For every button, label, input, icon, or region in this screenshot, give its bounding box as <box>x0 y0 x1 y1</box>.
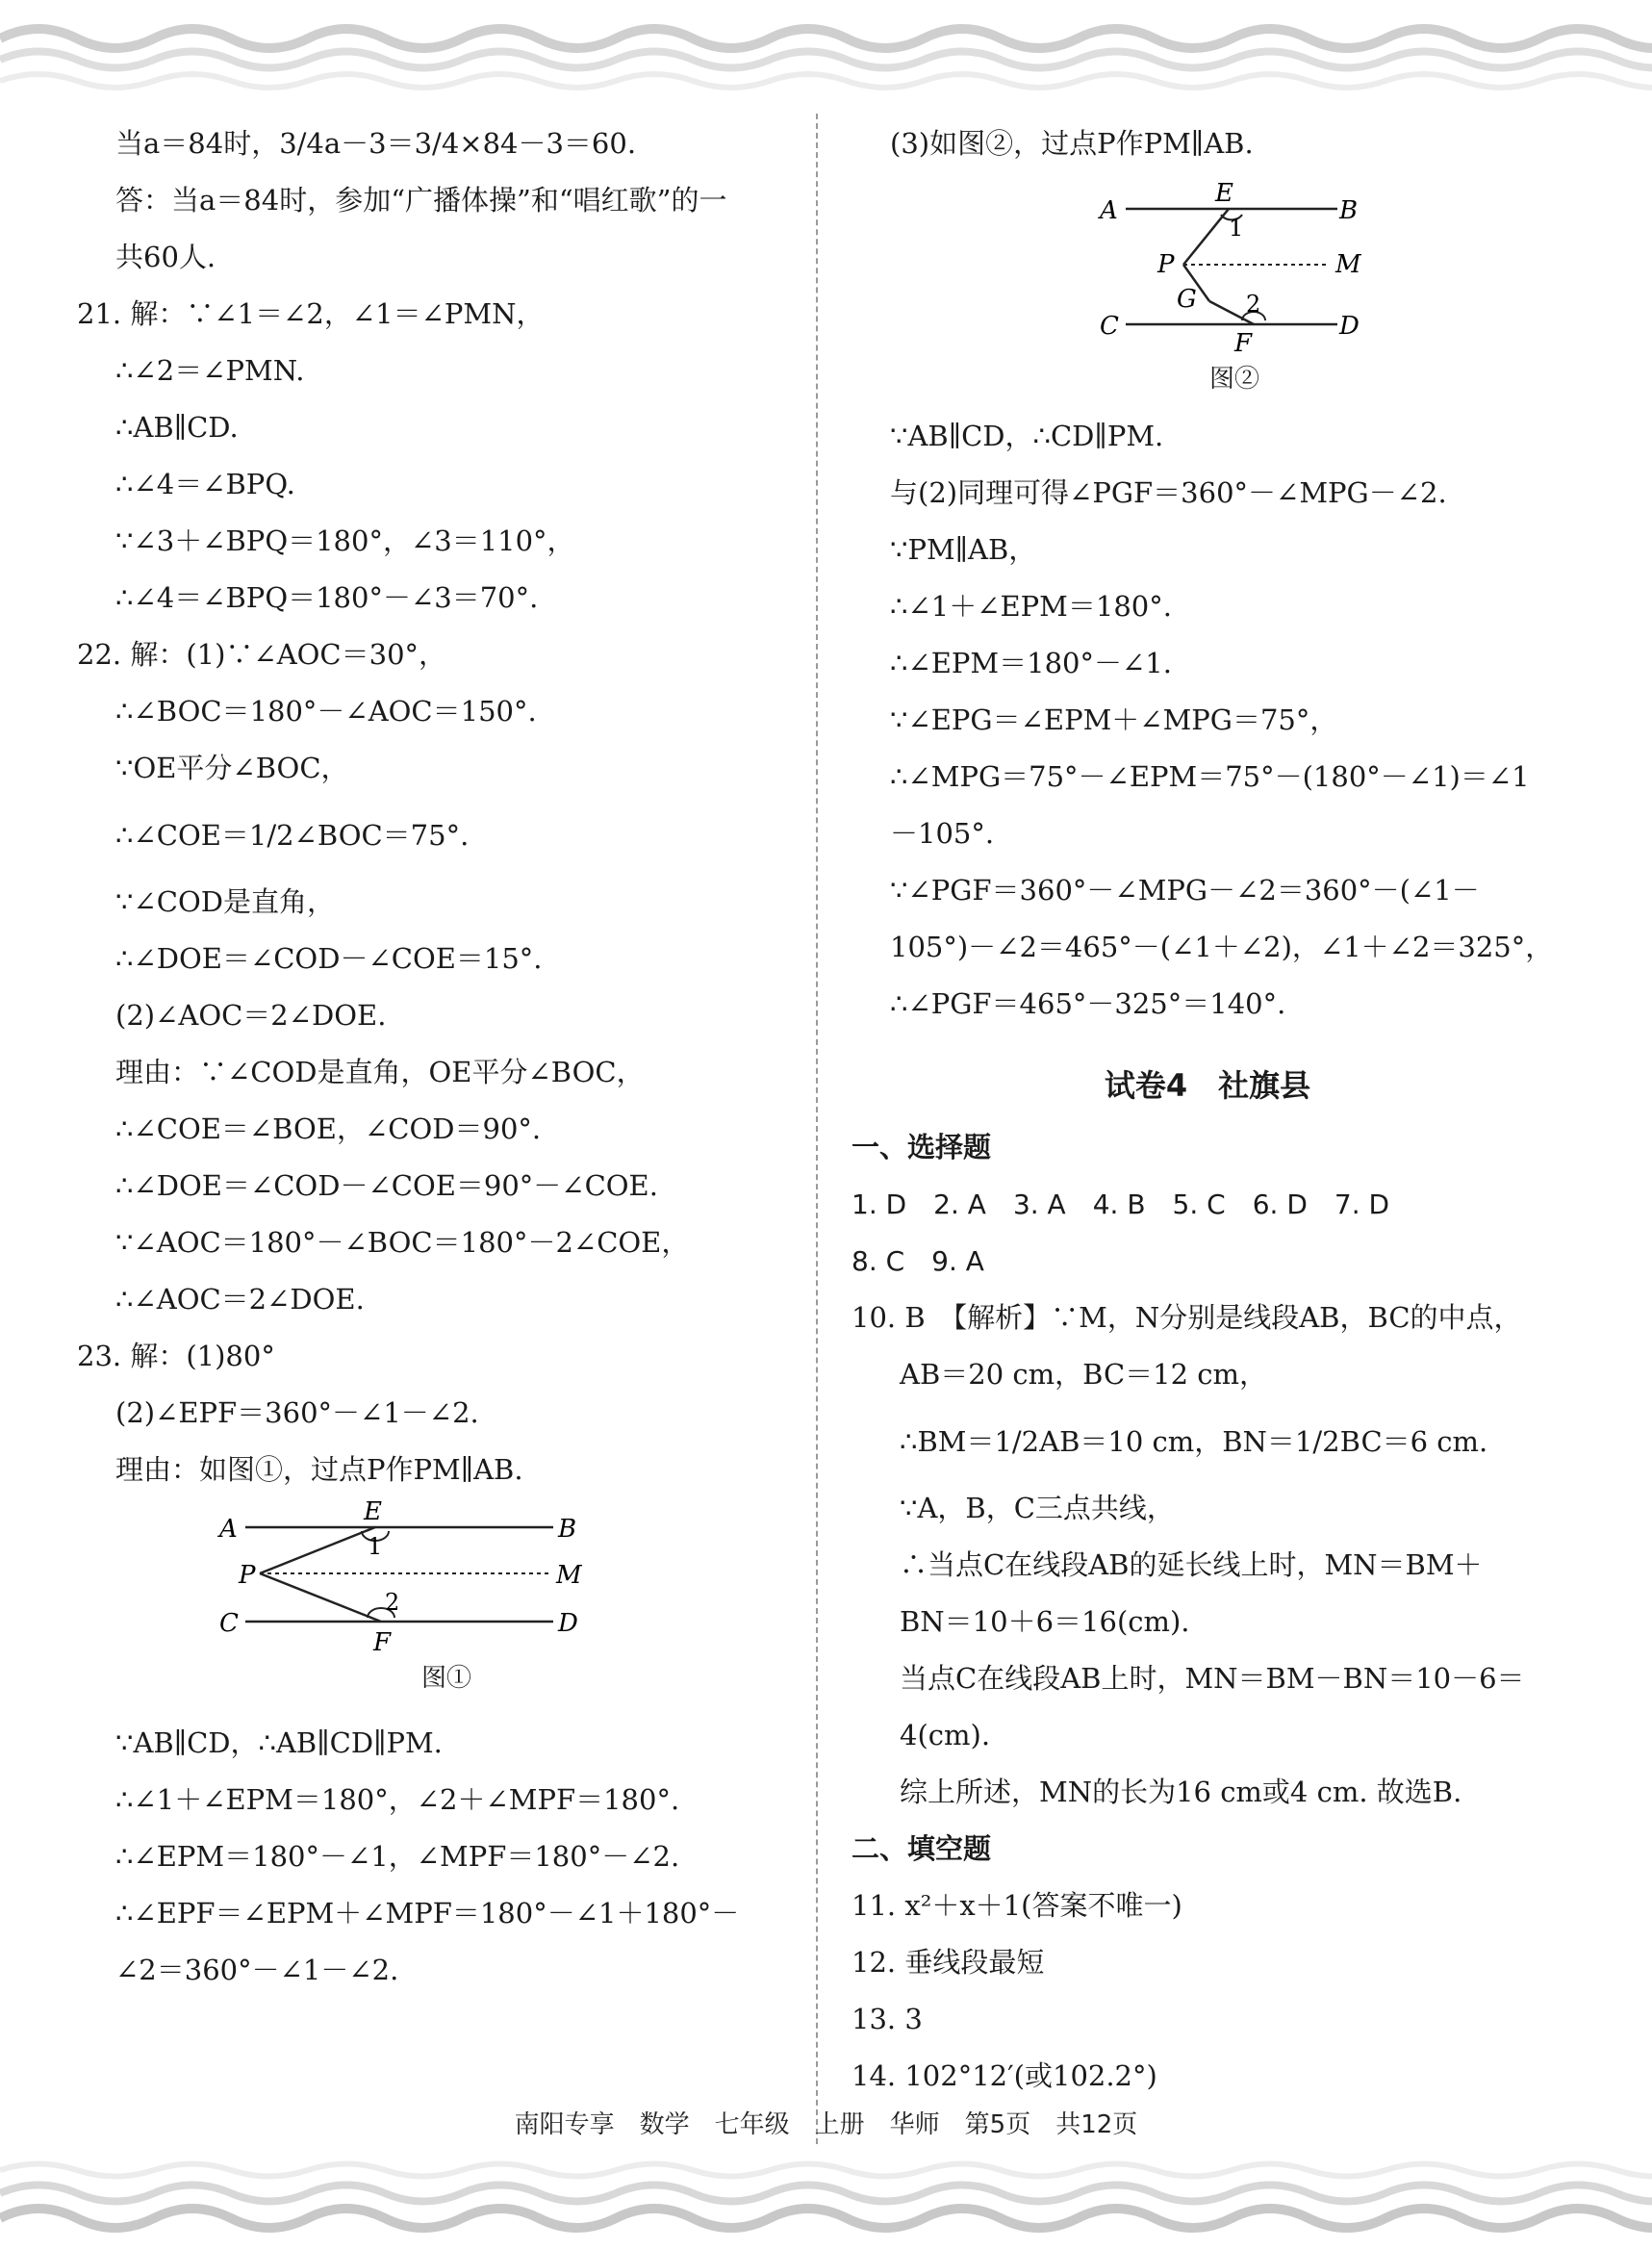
text-line: ∴∠EPM＝180°－∠1，∠MPF＝180°－∠2. <box>115 1840 680 1873</box>
fill-answer-line: 12. 垂线段最短 <box>851 1946 1045 1979</box>
text-line: 共60人. <box>115 241 216 273</box>
fill-answer-line: 14. 102°12′(或102.2°) <box>851 2059 1157 2092</box>
figure-1 <box>77 1498 789 1715</box>
fig1-label-F: F <box>373 1628 392 1657</box>
text-line: ∵AB∥CD，∴AB∥CD∥PM. <box>115 1726 443 1759</box>
fig1-label-P: P <box>239 1561 256 1590</box>
text-line: (3)如图②，过点P作PM∥AB. <box>890 127 1254 160</box>
text-line: ∵∠AOC＝180°－∠BOC＝180°－2∠COE， <box>115 1226 690 1259</box>
left-column <box>77 115 789 1999</box>
text-line: ∵∠3＋∠BPQ＝180°，∠3＝110°， <box>115 524 575 557</box>
text-line: ∴∠BOC＝180°－∠AOC＝150°. <box>115 695 537 728</box>
text-line: ∴∠1＋∠EPM＝180°，∠2＋∠MPF＝180°. <box>115 1783 680 1816</box>
text-line: (2)∠AOC＝2∠DOE. <box>115 999 387 1032</box>
text-line: ∴∠1＋∠EPM＝180°. <box>890 590 1172 623</box>
text-line: ∴BM＝1/2AB＝10 cm，BN＝1/2BC＝6 cm. <box>900 1425 1488 1458</box>
fig1-label-angle1: 1 <box>368 1533 383 1560</box>
text-line: ∵∠EPG＝∠EPM＋∠MPG＝75°， <box>890 703 1338 736</box>
text-line: ∵PM∥AB， <box>890 533 1037 566</box>
fig1-label-C: C <box>219 1609 239 1638</box>
text-line: ∴∠2＝∠PMN. <box>115 354 305 387</box>
text-line: ∴∠COE＝∠BOE，∠COD＝90°. <box>115 1112 542 1145</box>
fig1-label-B: B <box>558 1515 577 1544</box>
text-line: ∴∠EPM＝180°－∠1. <box>890 647 1172 679</box>
text-line: 理由：∵∠COD是直角，OE平分∠BOC， <box>115 1056 645 1088</box>
fig1-label-D: D <box>558 1609 578 1638</box>
text-line: －105°. <box>890 817 995 850</box>
question-23-line: 23. 解：(1)80° <box>77 1340 275 1372</box>
figure-2-diagram <box>851 172 1563 408</box>
fig2-label-F: F <box>1234 329 1253 358</box>
text-line: ∴AB∥CD. <box>115 411 239 444</box>
text-line: 与(2)同理可得∠PGF＝360°－∠MPG－∠2. <box>890 476 1447 509</box>
figure-1-caption: 图① <box>421 1664 472 1693</box>
text-line: ∵∠COD是直角， <box>115 885 335 918</box>
text-line: ∴∠4＝∠BPQ＝180°－∠3＝70°. <box>115 581 539 614</box>
fig2-label-G: G <box>1177 285 1197 314</box>
text-line: ∴∠MPG＝75°－∠EPM＝75°－(180°－∠1)＝∠1 <box>890 760 1530 793</box>
section-title: 试卷4 社旗县 <box>1104 1067 1311 1104</box>
text-line: 综上所述，MN的长为16 cm或4 cm. 故选B. <box>900 1776 1462 1808</box>
text-line: 4(cm). <box>900 1719 991 1751</box>
figure-2-caption: 图② <box>1209 365 1260 394</box>
fig2-label-C: C <box>1100 312 1119 341</box>
text-line: 当点C在线段AB上时，MN＝BM－BN＝10－6＝ <box>900 1662 1525 1695</box>
column-divider <box>816 114 818 2144</box>
text-line: ∴∠COE＝1/2∠BOC＝75°. <box>115 819 470 852</box>
text-line: (2)∠EPF＝360°－∠1－∠2. <box>115 1396 479 1429</box>
fig1-label-M: M <box>556 1561 582 1590</box>
text-line: ∴∠DOE＝∠COD－∠COE＝90°－∠COE. <box>115 1169 658 1202</box>
fig2-label-E: E <box>1215 179 1233 208</box>
fill-answer-line: 11. x²＋x＋1(答案不唯一) <box>851 1889 1182 1922</box>
text-line: ∴∠PGF＝465°－325°＝140°. <box>890 987 1286 1020</box>
section-heading-fill: 二、填空题 <box>851 1832 992 1865</box>
fig1-label-angle2: 2 <box>385 1589 400 1616</box>
text-line: ∵OE平分∠BOC， <box>115 752 349 784</box>
section-heading-choice: 一、选择题 <box>851 1131 992 1163</box>
fig2-label-M: M <box>1335 250 1361 279</box>
text-line: ∴∠4＝∠BPQ. <box>115 468 295 500</box>
text-line: ∴∠EPF＝∠EPM＋∠MPF＝180°－∠1＋180°－ <box>115 1897 740 1930</box>
fig2-label-B: B <box>1339 196 1359 225</box>
text-line: 105°)－∠2＝465°－(∠1＋∠2)，∠1＋∠2＝325°， <box>890 931 1554 963</box>
text-line: ∠2＝360°－∠1－∠2. <box>115 1954 399 1986</box>
top-decorative-band <box>0 0 1652 96</box>
question-21-line: 21. 解：∵∠1＝∠2，∠1＝∠PMN， <box>77 297 545 330</box>
fill-answer-line: 13. 3 <box>851 2003 923 2035</box>
page-footer: 南阳专享 数学 七年级 上册 华师 第5页 共12页 <box>514 2110 1138 2139</box>
fig1-label-E: E <box>364 1498 382 1526</box>
text-line: BN＝10＋6＝16(cm). <box>900 1605 1190 1638</box>
bottom-decorative-band <box>0 2153 1652 2249</box>
fig2-label-angle2: 2 <box>1246 291 1261 318</box>
text-line: AB＝20 cm，BC＝12 cm， <box>900 1358 1268 1391</box>
text-line: 答：当a＝84时，参加“广播体操”和“唱红歌”的一 <box>115 184 727 217</box>
fig2-label-P: P <box>1157 250 1175 279</box>
fig2-label-D: D <box>1339 312 1360 341</box>
text-line: 当a＝84时，3/4a－3＝3/4×84－3＝60. <box>115 127 637 160</box>
question-22-line: 22. 解：(1)∵∠AOC＝30°， <box>77 638 447 671</box>
text-line: 理由：如图①，过点P作PM∥AB. <box>115 1453 523 1486</box>
figure-2 <box>851 172 1563 408</box>
text-line: ∴当点C在线段AB的延长线上时，MN＝BM＋ <box>900 1548 1483 1581</box>
text-line: ∴∠DOE＝∠COD－∠COE＝15°. <box>115 942 543 975</box>
choice-answers-line: 1. D 2. A 3. A 4. B 5. C 6. D 7. D <box>851 1188 1390 1220</box>
fig1-label-A: A <box>219 1515 238 1544</box>
right-column <box>851 115 1563 2105</box>
fig2-label-angle1: 1 <box>1229 215 1244 242</box>
fig2-label-A: A <box>1100 196 1118 225</box>
question-10-line: 10. B 【解析】∵M，N分别是线段AB，BC的中点， <box>851 1301 1522 1334</box>
text-line: ∴∠AOC＝2∠DOE. <box>115 1283 365 1316</box>
choice-answers-line: 8. C 9. A <box>851 1245 984 1277</box>
text-line: ∵∠PGF＝360°－∠MPG－∠2＝360°－(∠1－ <box>890 874 1480 907</box>
text-line: ∵A，B，C三点共线， <box>900 1492 1175 1524</box>
text-line: ∵AB∥CD，∴CD∥PM. <box>890 420 1164 452</box>
